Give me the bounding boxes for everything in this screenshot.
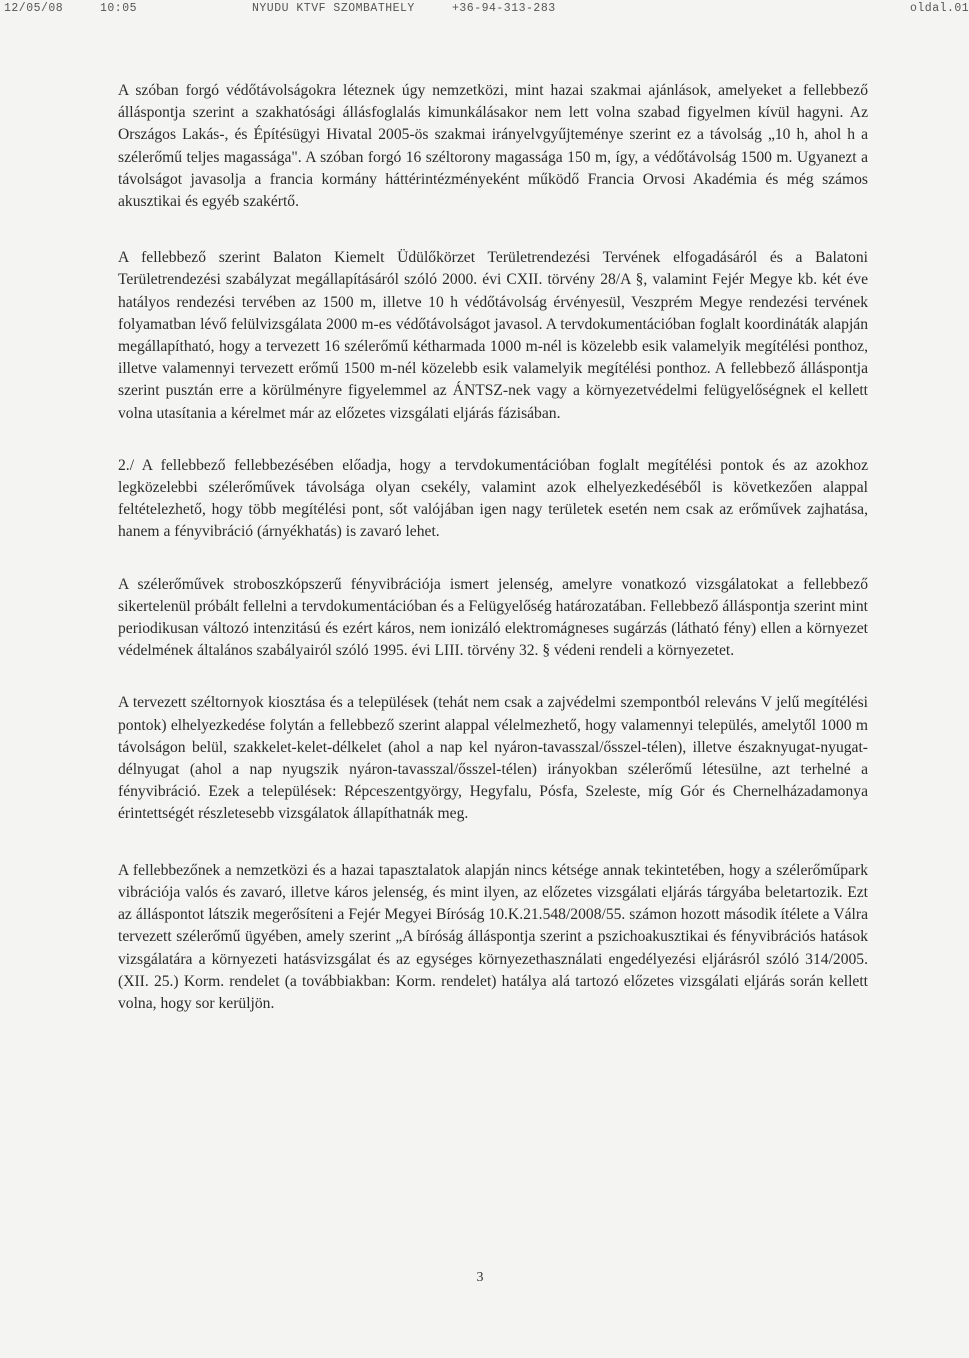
document-body: [118, 80, 868, 1045]
paragraph-6: A fellebbezőnek a nemzetközi és a hazai tapasztalatok alapján nincs kétsége annak tekintetében, hogy a szélerőműpark vibrációja valós és zavaró, illetve káros jelenség, és mint ilyen, az előzetes vizsgálati eljárás tárgyába beletartozik. Ezt az álláspontot látszik megerősíteni a Fejér Megyei Bíróság 10.K.21.548/2008/55. számon hozott második ítélete a Válra tervezett szélerőmű ügyében, amely szerint „A bíróság álláspontja szerint a pszichoakusztikai és fényvibrációs hatások vizsgálatára a környezeti hatásvizsgálat és az egységes környezethasználati engedélyezési eljárásról szóló 314/2005. (XII. 25.) Korm. rendelet (a továbbiakban: Korm. rendelet) hatálya alá tartozó előzetes vizsgálati eljárás során kellett volna, hogy sor kerüljön.: [118, 861, 868, 1012]
fax-date: 12/05/08: [4, 2, 64, 15]
fax-page-label: oldal.01: [910, 2, 969, 15]
paragraph-4: A szélerőművek stroboszkópszerű fényvibrációja ismert jelenség, amelyre vonatkozó vizsgálatokat a fellebbező sikertelenül próbált fellelni a tervdokumentációban és a Felügyelőség határozatában. Fellebbező álláspontja szerint mint periodikusan változó intenzitású és ezért káros, nem ionizáló elektromágneses sugárzás (látható fény) ellen a környezet védelmének általános szabályairól szóló 1995. évi LIII. törvény 32. § védeni rendeli a környezetet.: [118, 575, 868, 660]
fax-header: [0, 0, 969, 18]
paragraph-3: 2./ A fellebbező fellebbezésében előadja, hogy a tervdokumentációban foglalt megítélési pontok és az azokhoz legközelebbi szélerőművek távolsága olyan csekély, valamint azok elhelyezkedéséből is következően alappal feltételezhető, hogy több megítélési pont, sőt valójában igen nagy területek esetén nem csak az erőművek zajhatása, hanem a fényvibráció (árnyékhatás) is zavaró lehet.: [118, 456, 868, 541]
page-number: 3: [476, 1270, 484, 1285]
paragraph-2: A fellebbező szerint Balaton Kiemelt Üdülőkörzet Területrendezési Tervének elfogadásáról és a Balatoni Területrendezési szabályzat megállapításáról szóló 2000. évi CXII. törvény 28/A §, valamint Fejér Megye kb. két éve hatályos rendezési tervében az 1500 m, illetve 10 h védőtávolság érvényesül, Veszprém Megye rendezési tervének folyamatban lévő felülvizsgálata 2000 m-es védőtávolságot javasol. A tervdokumentációban foglalt koordináták alapján megállapítható, hogy a tervezett 16 szélerőmű kétharmada 1000 m-nél is közelebb esik valamelyik megítélési ponthoz, illetve valamennyi tervezett erőmű 1500 m-nél közelebb esik valamelyik megítélési ponthoz. A fellebbező álláspontja szerint pusztán erre a körülményre figyelemmel az ÁNTSZ-nek vagy a környezetvédelmi felügyelőségnek el kellett volna utasítania a kérelmet már az előzetes vizsgálati eljárás fázisában.: [118, 249, 868, 422]
fax-phone: +36-94-313-283: [452, 2, 556, 15]
paragraph-1: A szóban forgó védőtávolságokra léteznek úgy nemzetközi, mint hazai szakmai ajánlások, amelyeket a fellebbező álláspontja szerint a szakhatósági állásfoglalás kimunkálásakor nem lett volna szabad figyelmen kívül hagyni. Az Országos Lakás-, és Építésügyi Hivatal 2005-ös szakmai irányelvgyűjteménye szerint ez a távolság „10 h, ahol h a szélerőmű teljes magassága". A szóban forgó 16 széltorony magassága 150 m, így, a védőtávolság 1500 m. Ugyanezt a távolságot javasolja a francia kormány háttérintézményeként működő Francia Orvosi Akadémia és még számos akusztikai és egyéb szakértő.: [118, 82, 868, 211]
fax-time: 10:05: [100, 2, 138, 15]
paragraph-5: A tervezett széltornyok kiosztása és a települések (tehát nem csak a zajvédelmi szempontból releváns V jelű megítélési pontok) elhelyezkedése folytán a fellebbező szerint alappal vélelmezhető, hogy valamennyi település, amelytől 1000 m távolságon belül, szakkelet-kelet-délkelet (ahol a nap kel nyáron-tavasszal/ősszel-télen), illetve északnyugat-nyugat-délnyugat (ahol a nap nyugszik nyáron-tavasszal/ősszel-télen) irányokban szélerőmű létesülne, azt terhelné a fényvibráció. Ezek a települések: Répceszentgyörgy, Hegyfalu, Pósfa, Szeleste, míg Gór és Chernelházadamonya érintettségét részletesebb vizsgálatok állapíthatnák meg.: [118, 694, 868, 823]
fax-sender: NYUDU KTVF SZOMBATHELY: [252, 2, 415, 15]
